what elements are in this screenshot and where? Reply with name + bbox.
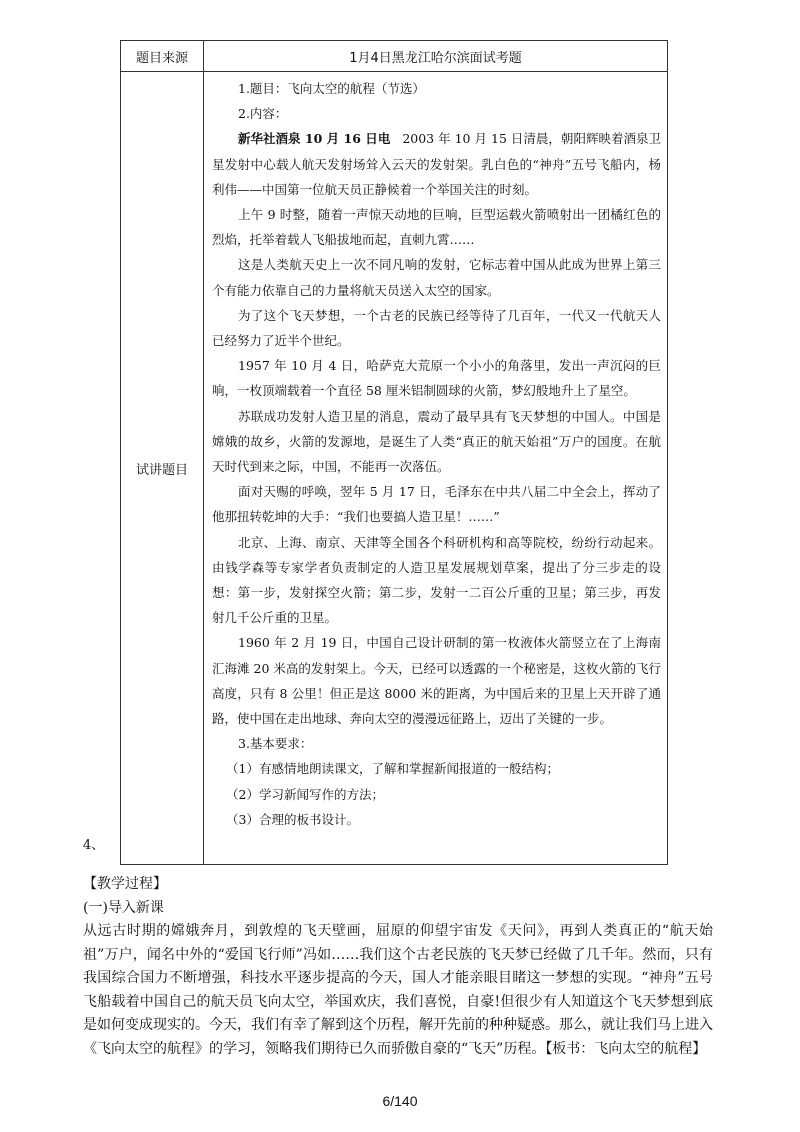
article-paragraph: 1960 年 2 月 19 日，中国自己设计研制的第一枚液体火箭竖立在了上海南汇海滩 20 米高的发射架上。今天，已经可以透露的一个秘密是，这枚火箭的飞行高度，只有 8 公里！但正是这 8000 米的距离，为中国后来的卫星上天开辟了通路，使中国在走出地球、奔向太空的漫漫远征路上，迈出了关键的一步。 [212, 635, 661, 727]
article-paragraph: 面对天赐的呼唤，翌年 5 月 17 日，毛泽东在中共八届二中全会上，挥动了他那扭转乾坤的大手：“我们也要搞人造卫星！……” [212, 484, 661, 525]
article-paragraph: 北京、上海、南京、天津等全国各个科研机构和高等院校，纷纷行动起来。由钱学森等专家学者负责制定的人造卫星发展规划草案，提出了分三步走的设想：第一步，发射探空火箭；第二步，发射一二百公斤重的卫星；第三步，再发射几千公斤重的卫星。 [212, 534, 661, 626]
paragraph-text: 2003 年 10 月 15 日清晨，朝阳辉映着酒泉卫星发射中心载人航天发射场耸入云天的发射架。乳白色的“神舟”五号飞船内，杨利伟——中国第一位航天员正静候着一个举国关注的时刻。 [212, 131, 662, 197]
source-value: 1月4日黑龙江哈尔滨面试考题 [204, 41, 668, 72]
article-paragraph: 上午 9 时整，随着一声惊天动地的巨响，巨型运载火箭喷射出一团橘红色的烈焰，托举着载人飞船拔地而起，直刺九霄…… [212, 207, 661, 248]
topic-title: 1.题目：飞向太空的航程（节选） [238, 81, 425, 96]
table-header-row [121, 41, 668, 72]
article-paragraph: 这是人类航天史上一次不同凡响的发射，它标志着中国从此成为世界上第三个有能力依靠自己的力量将航天员送入太空的国家。 [212, 257, 661, 298]
table-content-row [121, 72, 668, 865]
article-paragraph: 为了这个飞天梦想，一个古老的民族已经等待了几百年，一代又一代航天人已经努力了近半个世纪。 [212, 307, 661, 349]
content-heading: 2.内容： [238, 106, 288, 122]
list-number: 4、 [83, 838, 105, 853]
source-label: 题目来源 [121, 41, 204, 72]
article-paragraph: 1957 年 10 月 4 日，哈萨克大荒原一个小小的角落里，发出一声沉闷的巨响，一枚顶端载着一个直径 58 厘米铝制圆球的火箭，梦幻般地升上了星空。 [212, 358, 661, 399]
intro-paragraph: 从远古时期的嫦娥奔月，到敦煌的飞天壁画，屈原的仰望宇宙发《天问》，再到人类真正的“航天始祖”万户，闻名中外的“爱国飞行师”冯如……我们这个古老民族的飞天梦已经做了几千年。然而，只有我国综合国力不断增强，科技水平逐步提高的今天，国人才能亲眼目睹这一梦想的实现。“神舟”五号飞船载着中国自己的航天员飞向太空，举国欢庆，我们喜悦，自豪!但很少有人知道这个飞天梦想到底是如何变成现实的。今天，我们有幸了解到这个历程，解开先前的种种疑惑。那么，就让我们马上进入《飞向太空的航程》的学习，领略我们期待已久而骄傲自豪的“飞天”历程。【板书：飞向太空的航程】 [83, 923, 713, 1057]
article-paragraph: 苏联成功发射人造卫星的消息，震动了最早具有飞天梦想的中国人。中国是嫦娥的故乡，火箭的发源地，是诞生了人类“真正的航天始祖”万户的国度。在航天时代到来之际，中国，不能再一次落伍。 [212, 408, 661, 475]
requirement-item: （3）合理的板书设计。 [226, 811, 359, 827]
article-paragraph [212, 126, 661, 202]
dateline: 新华社酒泉 10 月 16 日电 [238, 131, 391, 147]
requirements-heading: 3.基本要求： [238, 736, 313, 752]
subsection-heading: (一)导入新课 [83, 899, 164, 916]
section-heading: 【教学过程】 [83, 876, 167, 892]
question-table [120, 40, 668, 865]
teaching-process [83, 873, 713, 1061]
requirement-item: （2）学习新闻写作的方法； [226, 786, 384, 802]
requirement-item: （1）有感情地朗读课文，了解和掌握新闻报道的一般结构； [226, 761, 559, 777]
topic-content [204, 72, 668, 865]
topic-content-text [212, 76, 661, 832]
page-number: 6/140 [382, 1093, 418, 1109]
topic-label: 试讲题目 [121, 72, 204, 865]
